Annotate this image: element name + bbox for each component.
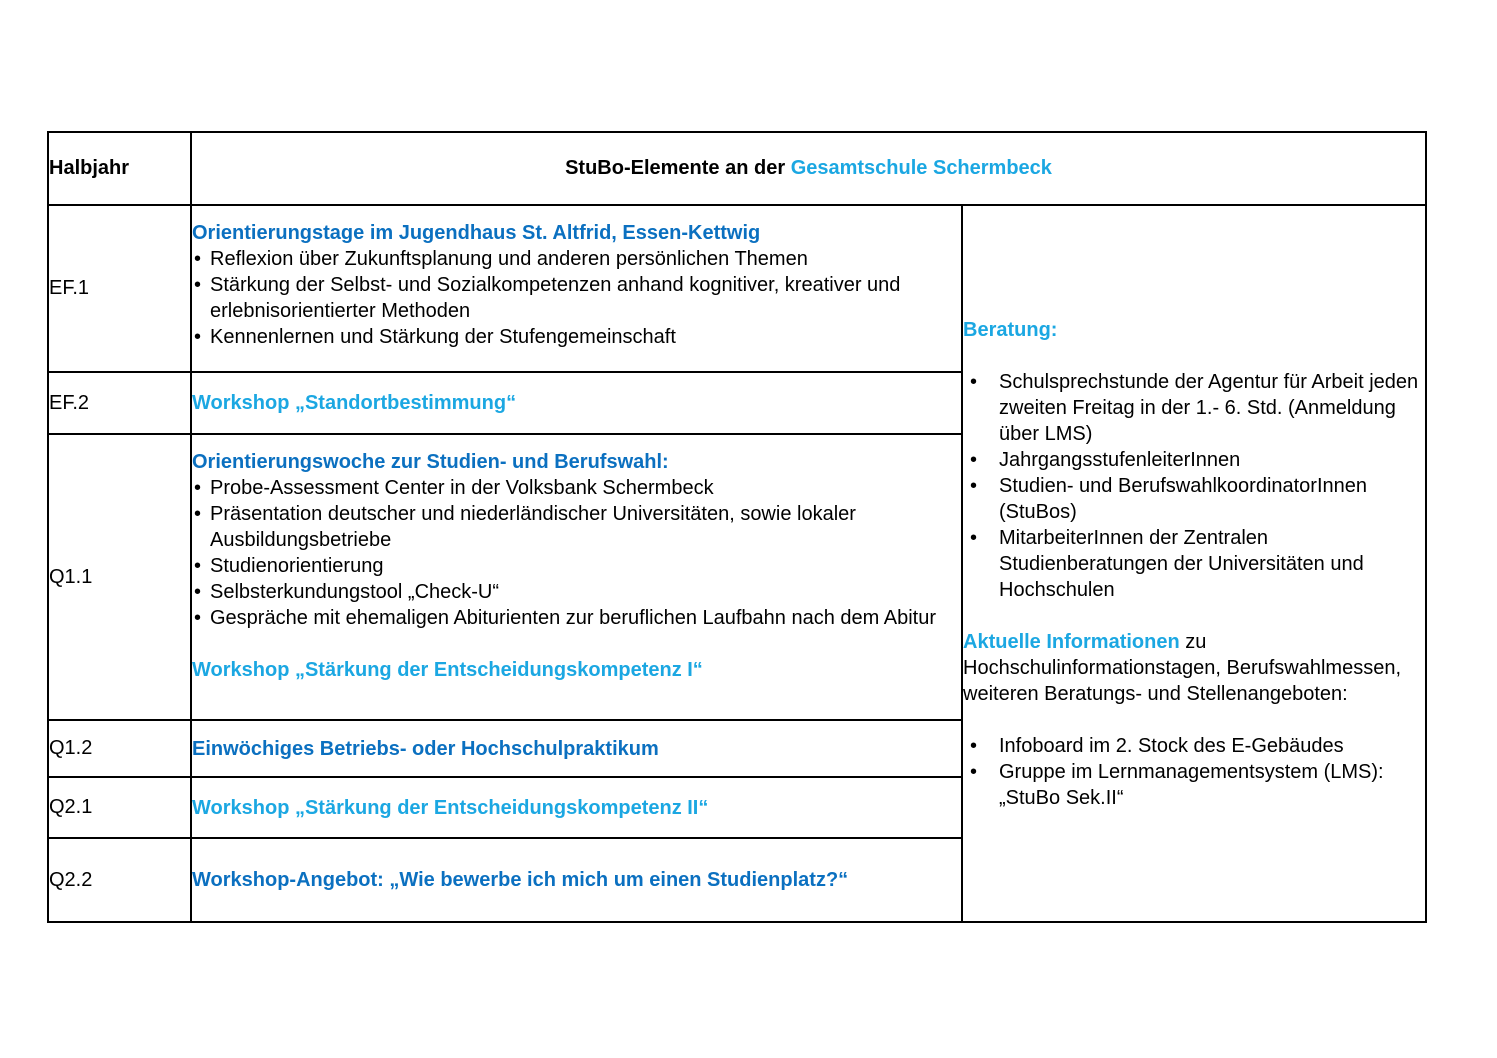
row-label-cell	[48, 720, 191, 777]
row-title: Workshop „Stärkung der Entscheidungskompetenz II“	[192, 796, 709, 819]
header-title-prefix: StuBo-Elemente an der	[565, 157, 791, 179]
beratung-heading: Beratung:	[963, 318, 1058, 341]
row-content-cell	[191, 777, 962, 838]
row-label: EF.1	[49, 277, 90, 299]
aktuelle-text: zu Hochschulinformationstagen, Berufswahlmessen, weiteren Beratungs- und Stellenangeboten:	[963, 630, 1401, 705]
list-item: • Präsentation deutscher und niederländischer Universitäten, sowie lokaler Ausbildungsbetriebe	[192, 501, 961, 553]
row-label: Q1.1	[49, 565, 93, 588]
header-title-cell	[191, 132, 1426, 205]
row-label-cell	[48, 434, 191, 720]
aktuelle-paragraph	[963, 629, 1425, 707]
row-content-cell	[191, 205, 962, 372]
list-item: • Stärkung der Selbst- und Sozialkompetenzen anhand kognitiver, kreativer und erlebnisorientierter Methoden	[192, 272, 961, 324]
row-content-cell	[191, 372, 962, 434]
list-item: • MitarbeiterInnen der Zentralen Studienberatungen der Universitäten und Hochschulen	[963, 525, 1425, 603]
list-item: • Gespräche mit ehemaligen Abiturienten zur beruflichen Laufbahn nach dem Abitur	[192, 605, 961, 631]
info-list	[963, 733, 1425, 811]
list-item: • Probe-Assessment Center in der Volksbank Schermbeck	[192, 475, 961, 501]
table-row-ef1	[48, 205, 1426, 372]
list-item: • Schulsprechstunde der Agentur für Arbeit jeden zweiten Freitag in der 1.- 6. Std. (Anmeldung über LMS)	[963, 369, 1425, 447]
row-title: Workshop-Angebot: „Wie bewerbe ich mich um einen Studienplatz?“	[192, 869, 849, 891]
bullet-list	[192, 475, 961, 631]
beratung-list	[963, 369, 1425, 603]
list-item: • Infoboard im 2. Stock des E-Gebäudes	[963, 733, 1425, 759]
stubo-table	[47, 131, 1427, 923]
aktuelle-heading: Aktuelle Informationen	[963, 630, 1180, 653]
bullet-list	[192, 246, 961, 350]
row-title: Workshop „Standortbestimmung“	[192, 392, 517, 414]
list-item: • Kennenlernen und Stärkung der Stufengemeinschaft	[192, 324, 961, 350]
row-label: EF.2	[49, 391, 90, 414]
list-item: • Gruppe im Lernmanagementsystem (LMS): „StuBo Sek.II“	[963, 759, 1425, 811]
header-halbjahr-label: Halbjahr	[49, 157, 130, 179]
row-content-cell	[191, 434, 962, 720]
table-header-row	[48, 132, 1426, 205]
list-item: • Studien- und BerufswahlkoordinatorInnen (StuBos)	[963, 473, 1425, 525]
sidebar-cell	[962, 205, 1426, 922]
row-label: Q1.2	[49, 737, 93, 759]
row-label: Q2.1	[49, 796, 93, 818]
list-item: • Selbsterkundungstool „Check-U“	[192, 579, 961, 605]
list-item: • JahrgangsstufenleiterInnen	[963, 447, 1425, 473]
row-label-cell	[48, 838, 191, 922]
header-title-highlight: Gesamtschule Schermbeck	[790, 157, 1052, 179]
row-label: Q2.2	[49, 868, 93, 891]
row-label-cell	[48, 372, 191, 434]
row-title: Einwöchiges Betriebs- oder Hochschulpraktikum	[192, 737, 659, 760]
row-label-cell	[48, 777, 191, 838]
row-label-cell	[48, 205, 191, 372]
list-item: • Reflexion über Zukunftsplanung und anderen persönlichen Themen	[192, 246, 961, 272]
header-halbjahr-cell	[48, 132, 191, 205]
list-item: • Studienorientierung	[192, 553, 961, 579]
row-content-cell	[191, 720, 962, 777]
row-title: Orientierungstage im Jugendhaus St. Altfrid, Essen-Kettwig	[192, 222, 761, 244]
row-content-cell	[191, 838, 962, 922]
row-footer: Workshop „Stärkung der Entscheidungskompetenz I“	[192, 659, 703, 681]
row-title: Orientierungswoche zur Studien- und Berufswahl:	[192, 451, 669, 473]
